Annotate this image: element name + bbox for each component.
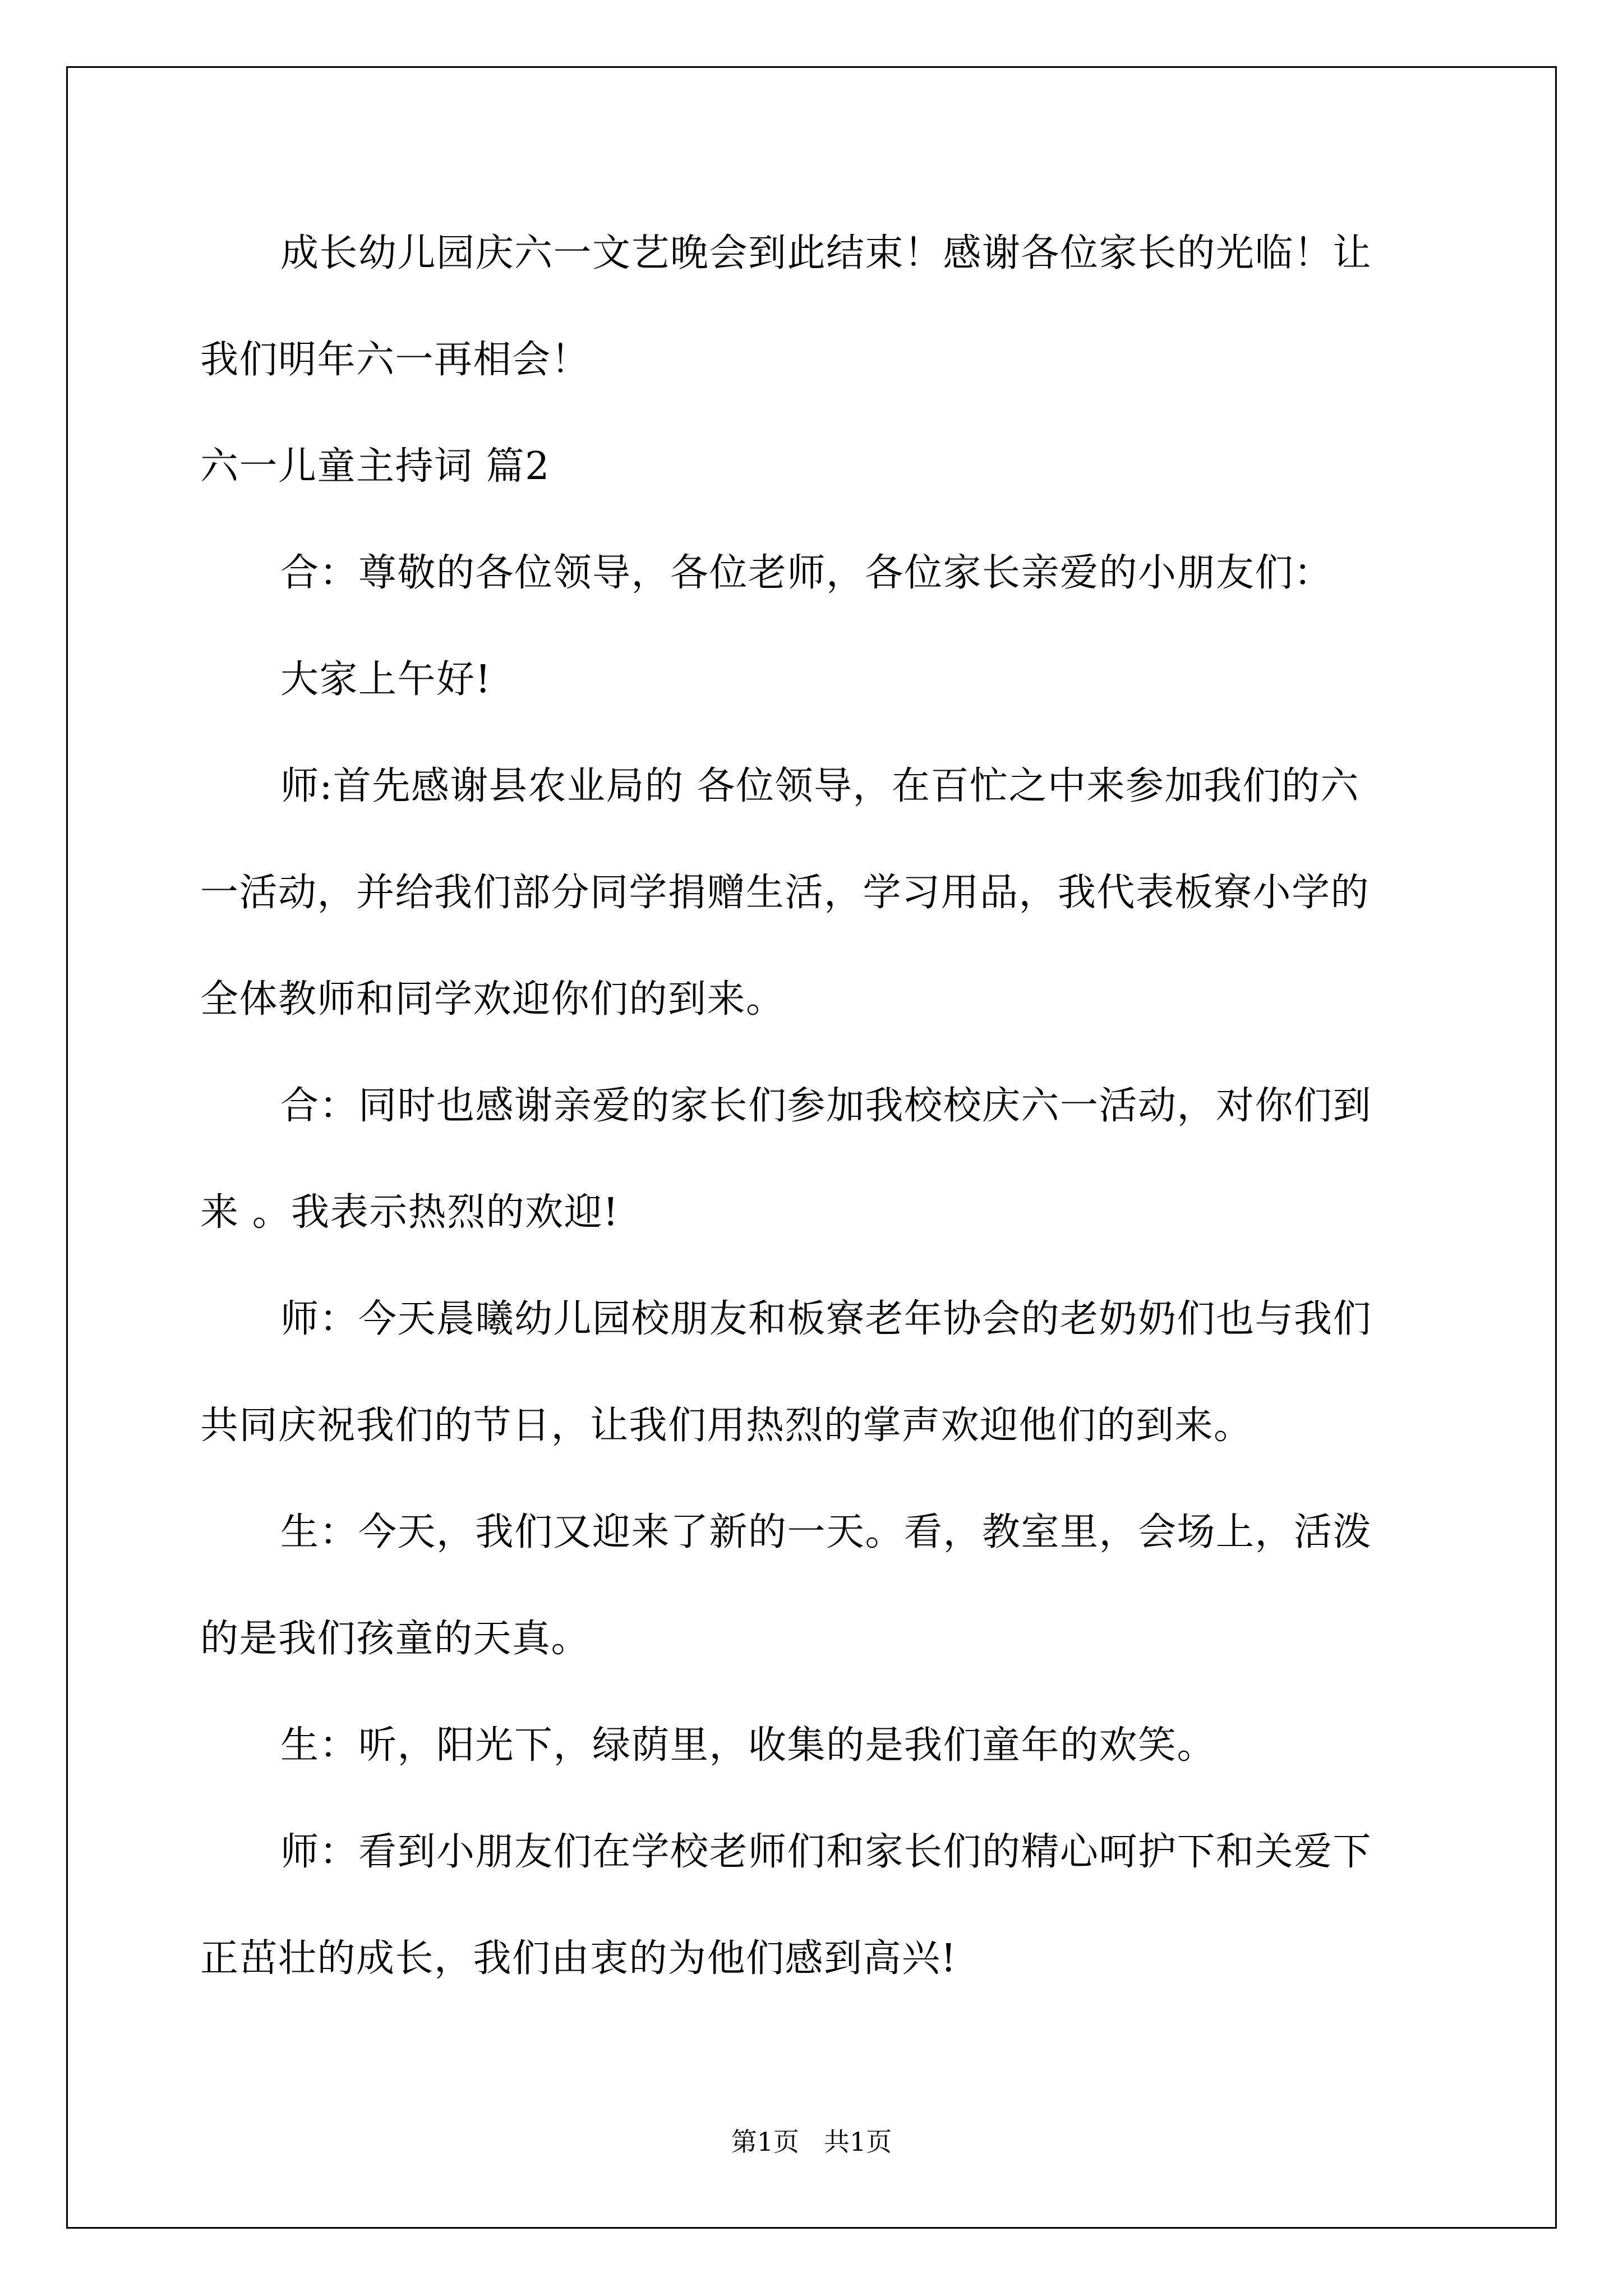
paragraph-line: 一活动，并给我们部分同学捐赠生活，学习用品，我代表板寮小学的 [200,871,1370,915]
page-number-current: 第1页 [731,2127,800,2157]
paragraph-line: 共同庆祝我们的节日，让我们用热烈的掌声欢迎他们的到来。 [200,1404,1253,1448]
paragraph-line: 合：尊敬的各位领导，各位老师，各位家长亲爱的小朋友们： [280,551,1333,595]
paragraph-line: 大家上午好! [280,657,492,702]
paragraph-line: 生：今天，我们又迎来了新的一天。看，教室里，会场上，活泼 [280,1510,1372,1554]
paragraph-line: 师：今天晨曦幼儿园校朋友和板寮老年协会的老奶奶们也与我们 [280,1297,1372,1341]
section-heading: 六一儿童主持词 篇2 [200,444,550,489]
page-footer [0,2129,1623,2155]
page-number-total: 共1页 [823,2127,892,2157]
paragraph-line: 我们明年六一再相会！ [200,338,591,382]
paragraph-line: 合：同时也感谢亲爱的家长们参加我校校庆六一活动，对你们到 [280,1084,1372,1128]
paragraph-line: 全体教师和同学欢迎你们的到来。 [200,977,785,1022]
page-border [66,66,1557,2229]
paragraph-line: 成长幼儿园庆六一文艺晚会到此结束！感谢各位家长的光临！让 [280,231,1372,275]
paragraph-line: 师:首先感谢县农业局的 各位领导，在百忙之中来参加我们的六 [280,764,1360,808]
paragraph-line: 生：听，阳光下，绿荫里，收集的是我们童年的欢笑。 [280,1723,1216,1768]
paragraph-line: 师：看到小朋友们在学校老师们和家长们的精心呵护下和关爱下 [280,1830,1372,1874]
paragraph-line: 来 。我表示热烈的欢迎! [200,1190,619,1235]
paragraph-line: 的是我们孩童的天真。 [200,1617,591,1661]
paragraph-line: 正茁壮的成长，我们由衷的为他们感到高兴! [200,1936,957,1981]
